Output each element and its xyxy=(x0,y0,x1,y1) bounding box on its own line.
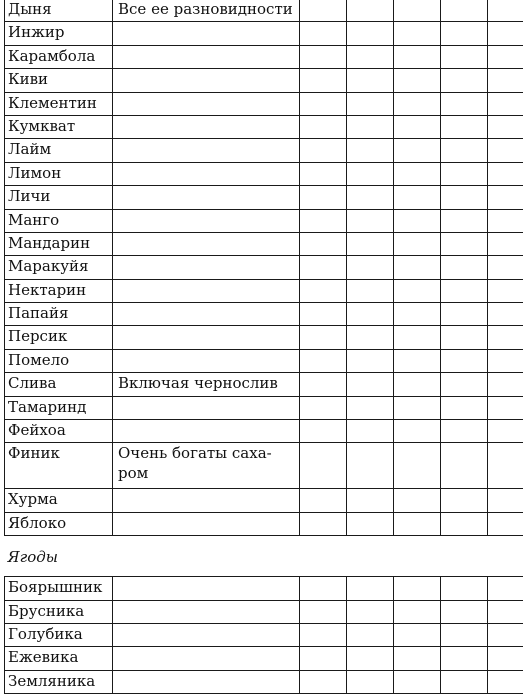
empty-cell xyxy=(488,69,523,92)
empty-cell xyxy=(441,373,488,396)
empty-cell xyxy=(300,489,347,512)
empty-cell xyxy=(441,600,488,623)
item-name: Лимон xyxy=(5,162,113,185)
item-note xyxy=(113,489,300,512)
empty-cell xyxy=(394,623,441,646)
empty-cell xyxy=(347,256,394,279)
table-row xyxy=(5,443,523,489)
empty-cell xyxy=(347,162,394,185)
item-note xyxy=(113,670,300,693)
empty-cell xyxy=(441,647,488,670)
item-note xyxy=(113,45,300,68)
empty-cell xyxy=(441,670,488,693)
empty-cell xyxy=(441,115,488,138)
empty-cell xyxy=(300,69,347,92)
empty-cell xyxy=(347,92,394,115)
section-title: Ягоды xyxy=(5,536,523,577)
empty-cell xyxy=(441,489,488,512)
empty-cell xyxy=(394,373,441,396)
empty-cell xyxy=(347,186,394,209)
empty-cell xyxy=(347,373,394,396)
table-row xyxy=(5,279,523,302)
table-row xyxy=(5,45,523,68)
item-name: Карамбола xyxy=(5,45,113,68)
item-name: Инжир xyxy=(5,22,113,45)
table-row xyxy=(5,577,523,600)
item-name: Персик xyxy=(5,326,113,349)
empty-cell xyxy=(300,670,347,693)
item-note xyxy=(113,577,300,600)
empty-cell xyxy=(300,303,347,326)
empty-cell xyxy=(441,623,488,646)
empty-cell xyxy=(488,420,523,443)
empty-cell xyxy=(347,420,394,443)
item-note xyxy=(113,69,300,92)
table-row xyxy=(5,186,523,209)
empty-cell xyxy=(300,186,347,209)
item-name: Папайя xyxy=(5,303,113,326)
empty-cell xyxy=(394,349,441,372)
empty-cell xyxy=(441,256,488,279)
empty-cell xyxy=(300,0,347,22)
empty-cell xyxy=(441,209,488,232)
empty-cell xyxy=(488,670,523,693)
empty-cell xyxy=(488,443,523,489)
empty-cell xyxy=(441,139,488,162)
empty-cell xyxy=(300,115,347,138)
item-name: Яблоко xyxy=(5,512,113,535)
empty-cell xyxy=(347,45,394,68)
empty-cell xyxy=(300,623,347,646)
empty-cell xyxy=(488,0,523,22)
item-note xyxy=(113,623,300,646)
empty-cell xyxy=(441,232,488,255)
table-row xyxy=(5,670,523,693)
table-row xyxy=(5,69,523,92)
table-row xyxy=(5,512,523,535)
empty-cell xyxy=(441,162,488,185)
table-row xyxy=(5,139,523,162)
item-note xyxy=(113,420,300,443)
empty-cell xyxy=(347,396,394,419)
empty-cell xyxy=(394,209,441,232)
empty-cell xyxy=(300,396,347,419)
section-header xyxy=(5,536,523,577)
item-name: Дыня xyxy=(5,0,113,22)
empty-cell xyxy=(300,209,347,232)
empty-cell xyxy=(394,396,441,419)
item-note: Включая чернослив xyxy=(113,373,300,396)
empty-cell xyxy=(394,0,441,22)
empty-cell xyxy=(347,349,394,372)
item-note xyxy=(113,349,300,372)
item-note xyxy=(113,326,300,349)
item-name: Хурма xyxy=(5,489,113,512)
item-name: Нектарин xyxy=(5,279,113,302)
item-name: Тамаринд xyxy=(5,396,113,419)
item-name: Слива xyxy=(5,373,113,396)
empty-cell xyxy=(441,186,488,209)
empty-cell xyxy=(347,115,394,138)
empty-cell xyxy=(300,139,347,162)
item-note xyxy=(113,92,300,115)
empty-cell xyxy=(488,600,523,623)
empty-cell xyxy=(441,92,488,115)
empty-cell xyxy=(394,69,441,92)
item-note xyxy=(113,186,300,209)
empty-cell xyxy=(488,349,523,372)
empty-cell xyxy=(488,209,523,232)
item-name: Лайм xyxy=(5,139,113,162)
item-name: Кумкват xyxy=(5,115,113,138)
table-row xyxy=(5,256,523,279)
item-name: Киви xyxy=(5,69,113,92)
empty-cell xyxy=(441,396,488,419)
table-row xyxy=(5,396,523,419)
empty-cell xyxy=(488,512,523,535)
empty-cell xyxy=(394,279,441,302)
item-note: Все ее разновидности xyxy=(113,0,300,22)
empty-cell xyxy=(347,623,394,646)
empty-cell xyxy=(300,279,347,302)
fruit-rows xyxy=(5,0,523,536)
empty-cell xyxy=(347,279,394,302)
empty-cell xyxy=(347,209,394,232)
table-row xyxy=(5,373,523,396)
empty-cell xyxy=(394,420,441,443)
empty-cell xyxy=(394,92,441,115)
table-row xyxy=(5,0,523,22)
empty-cell xyxy=(488,186,523,209)
empty-cell xyxy=(488,373,523,396)
item-name: Брусника xyxy=(5,600,113,623)
table-row xyxy=(5,92,523,115)
empty-cell xyxy=(347,489,394,512)
item-name: Финик xyxy=(5,443,113,489)
empty-cell xyxy=(300,232,347,255)
empty-cell xyxy=(300,349,347,372)
empty-cell xyxy=(394,303,441,326)
empty-cell xyxy=(300,420,347,443)
empty-cell xyxy=(347,0,394,22)
empty-cell xyxy=(488,256,523,279)
empty-cell xyxy=(441,443,488,489)
empty-cell xyxy=(394,256,441,279)
table-row xyxy=(5,162,523,185)
item-note xyxy=(113,209,300,232)
empty-cell xyxy=(347,232,394,255)
item-note xyxy=(113,600,300,623)
empty-cell xyxy=(300,600,347,623)
table-row xyxy=(5,420,523,443)
empty-cell xyxy=(394,670,441,693)
empty-cell xyxy=(300,512,347,535)
empty-cell xyxy=(441,303,488,326)
item-note xyxy=(113,647,300,670)
empty-cell xyxy=(441,326,488,349)
empty-cell xyxy=(300,162,347,185)
empty-cell xyxy=(488,577,523,600)
empty-cell xyxy=(394,326,441,349)
empty-cell xyxy=(394,162,441,185)
item-note xyxy=(113,162,300,185)
item-note xyxy=(113,256,300,279)
item-note xyxy=(113,303,300,326)
empty-cell xyxy=(394,512,441,535)
table-row xyxy=(5,349,523,372)
food-table xyxy=(4,0,523,694)
empty-cell xyxy=(441,22,488,45)
empty-cell xyxy=(488,115,523,138)
table-row xyxy=(5,623,523,646)
empty-cell xyxy=(488,623,523,646)
empty-cell xyxy=(441,577,488,600)
empty-cell xyxy=(347,577,394,600)
table-row xyxy=(5,647,523,670)
empty-cell xyxy=(347,670,394,693)
empty-cell xyxy=(441,69,488,92)
item-note xyxy=(113,512,300,535)
empty-cell xyxy=(394,139,441,162)
empty-cell xyxy=(488,279,523,302)
empty-cell xyxy=(300,326,347,349)
empty-cell xyxy=(441,279,488,302)
empty-cell xyxy=(300,22,347,45)
empty-cell xyxy=(394,647,441,670)
empty-cell xyxy=(488,396,523,419)
table-row xyxy=(5,232,523,255)
empty-cell xyxy=(488,647,523,670)
item-name: Фейхоа xyxy=(5,420,113,443)
item-name: Личи xyxy=(5,186,113,209)
empty-cell xyxy=(394,600,441,623)
item-name: Помело xyxy=(5,349,113,372)
table-row xyxy=(5,326,523,349)
empty-cell xyxy=(488,326,523,349)
table-row xyxy=(5,489,523,512)
empty-cell xyxy=(300,45,347,68)
empty-cell xyxy=(394,45,441,68)
section-row xyxy=(5,536,523,577)
empty-cell xyxy=(347,443,394,489)
item-note xyxy=(113,139,300,162)
empty-cell xyxy=(441,420,488,443)
empty-cell xyxy=(394,186,441,209)
item-note xyxy=(113,279,300,302)
empty-cell xyxy=(347,303,394,326)
empty-cell xyxy=(488,489,523,512)
table-row xyxy=(5,303,523,326)
empty-cell xyxy=(488,45,523,68)
empty-cell xyxy=(488,162,523,185)
empty-cell xyxy=(488,22,523,45)
empty-cell xyxy=(300,443,347,489)
empty-cell xyxy=(347,647,394,670)
empty-cell xyxy=(300,647,347,670)
item-note xyxy=(113,232,300,255)
item-name: Боярышник xyxy=(5,577,113,600)
empty-cell xyxy=(394,232,441,255)
empty-cell xyxy=(347,139,394,162)
empty-cell xyxy=(300,373,347,396)
empty-cell xyxy=(300,577,347,600)
item-note xyxy=(113,396,300,419)
item-name: Клементин xyxy=(5,92,113,115)
empty-cell xyxy=(300,92,347,115)
empty-cell xyxy=(347,512,394,535)
empty-cell xyxy=(394,22,441,45)
empty-cell xyxy=(394,443,441,489)
table-row xyxy=(5,209,523,232)
empty-cell xyxy=(394,577,441,600)
empty-cell xyxy=(488,92,523,115)
empty-cell xyxy=(441,0,488,22)
item-name: Манго xyxy=(5,209,113,232)
empty-cell xyxy=(488,139,523,162)
item-name: Маракуйя xyxy=(5,256,113,279)
item-name: Голубика xyxy=(5,623,113,646)
table-row xyxy=(5,115,523,138)
item-name: Ежевика xyxy=(5,647,113,670)
empty-cell xyxy=(394,115,441,138)
empty-cell xyxy=(394,489,441,512)
empty-cell xyxy=(347,22,394,45)
item-name: Мандарин xyxy=(5,232,113,255)
berry-rows xyxy=(5,577,523,694)
item-note xyxy=(113,22,300,45)
empty-cell xyxy=(300,256,347,279)
empty-cell xyxy=(347,326,394,349)
empty-cell xyxy=(441,45,488,68)
item-note xyxy=(113,115,300,138)
empty-cell xyxy=(347,69,394,92)
empty-cell xyxy=(347,600,394,623)
empty-cell xyxy=(488,303,523,326)
item-name: Земляника xyxy=(5,670,113,693)
empty-cell xyxy=(441,349,488,372)
empty-cell xyxy=(488,232,523,255)
table-row xyxy=(5,22,523,45)
empty-cell xyxy=(441,512,488,535)
item-note: Очень богаты саха- ром xyxy=(113,443,300,489)
table-row xyxy=(5,600,523,623)
